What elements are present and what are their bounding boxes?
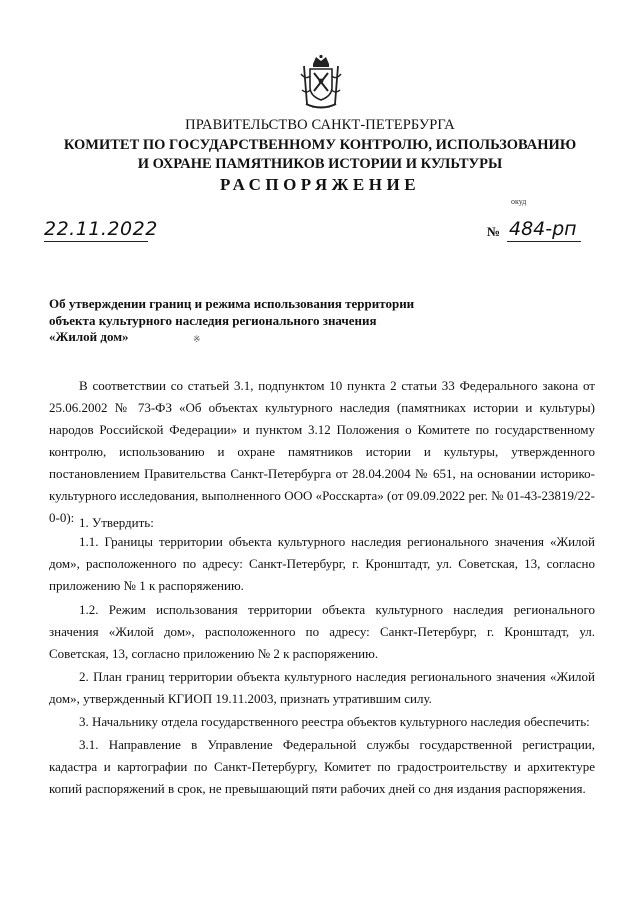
paragraph-3-1: 3.1. Направление в Управление Федеральной службы государственной регистрации, кадастра и картографии по Санкт-Петербургу, Комитет по градостроительству и архитектуре копий распоряжений в срок, не превышающий пяти рабочих дней со дня издания распоряжения. [49, 737, 595, 796]
committee-title-line1: КОМИТЕТ ПО ГОСУДАРСТВЕННОМУ КОНТРОЛЮ, ИСПОЛЬЗОВАНИЮ [63, 137, 577, 153]
preamble-paragraph: В соответствии со статьей 3.1, подпунктом 10 пункта 2 статьи 33 Федерального закона от 25.06.2002 № 73-ФЗ «Об объектах культурного наследия (памятниках истории и культуры) народов Российской Федерации» и пунктом 3.12 Положения о Комитете по государственному контролю, использованию и охране памятников истории и культуры, утвержденного постановлением Правительства Санкт-Петербурга от 28.04.2004 № 651, на основании историко-культурного исследования, выполненного ООО «Росскарта» (от 09.09.2022 рег. № 01-43-23819/22-0-0): [49, 378, 595, 525]
subject-line2: объекта культурного наследия регионального значения [49, 312, 377, 328]
okud-label: окуд [511, 197, 527, 206]
paragraph-1-2: 1.2. Режим использования территории объекта культурного наследия регионального значения «Жилой дом», расположенного по адресу: Санкт-Петербург, г. Кронштадт, ул. Советская, 13, согласно приложению № 2 к распоряжению. [49, 602, 595, 661]
subject-line1: Об утверждении границ и режима использования территории [49, 296, 415, 311]
stray-mark: ※ [193, 334, 201, 344]
committee-title [40, 136, 600, 174]
document-type: РАСПОРЯЖЕНИЕ [219, 175, 421, 194]
number-sign: № [487, 224, 501, 239]
document-subject [49, 296, 449, 346]
paragraph-1: 1. Утвердить: [79, 515, 154, 530]
number-value: 484-рп [507, 217, 581, 242]
paragraph-1-1: 1.1. Границы территории объекта культурного наследия регионального значения «Жилой дом», расположенного по адресу: Санкт-Петербург, г. Кронштадт, ул. Советская, 13, согласно приложению № 1 к распоряжению. [49, 534, 595, 593]
paragraph-3: 3. Начальнику отдела государственного реестра объектов культурного наследия обеспечить: [79, 714, 590, 729]
subject-line3: «Жилой дом» [49, 329, 129, 344]
paragraph-2: 2. План границ территории объекта культурного наследия регионального значения «Жилой дом», утвержденный КГИОП 19.11.2003, признать утратившим силу. [49, 669, 595, 706]
document-date: 22.11.2022 [44, 218, 158, 240]
government-title: ПРАВИТЕЛЬСТВО САНКТ-ПЕТЕРБУРГА [185, 117, 455, 133]
committee-title-line2: И ОХРАНЕ ПАМЯТНИКОВ ИСТОРИИ И КУЛЬТУРЫ [137, 156, 503, 172]
coat-of-arms-icon [298, 54, 344, 112]
